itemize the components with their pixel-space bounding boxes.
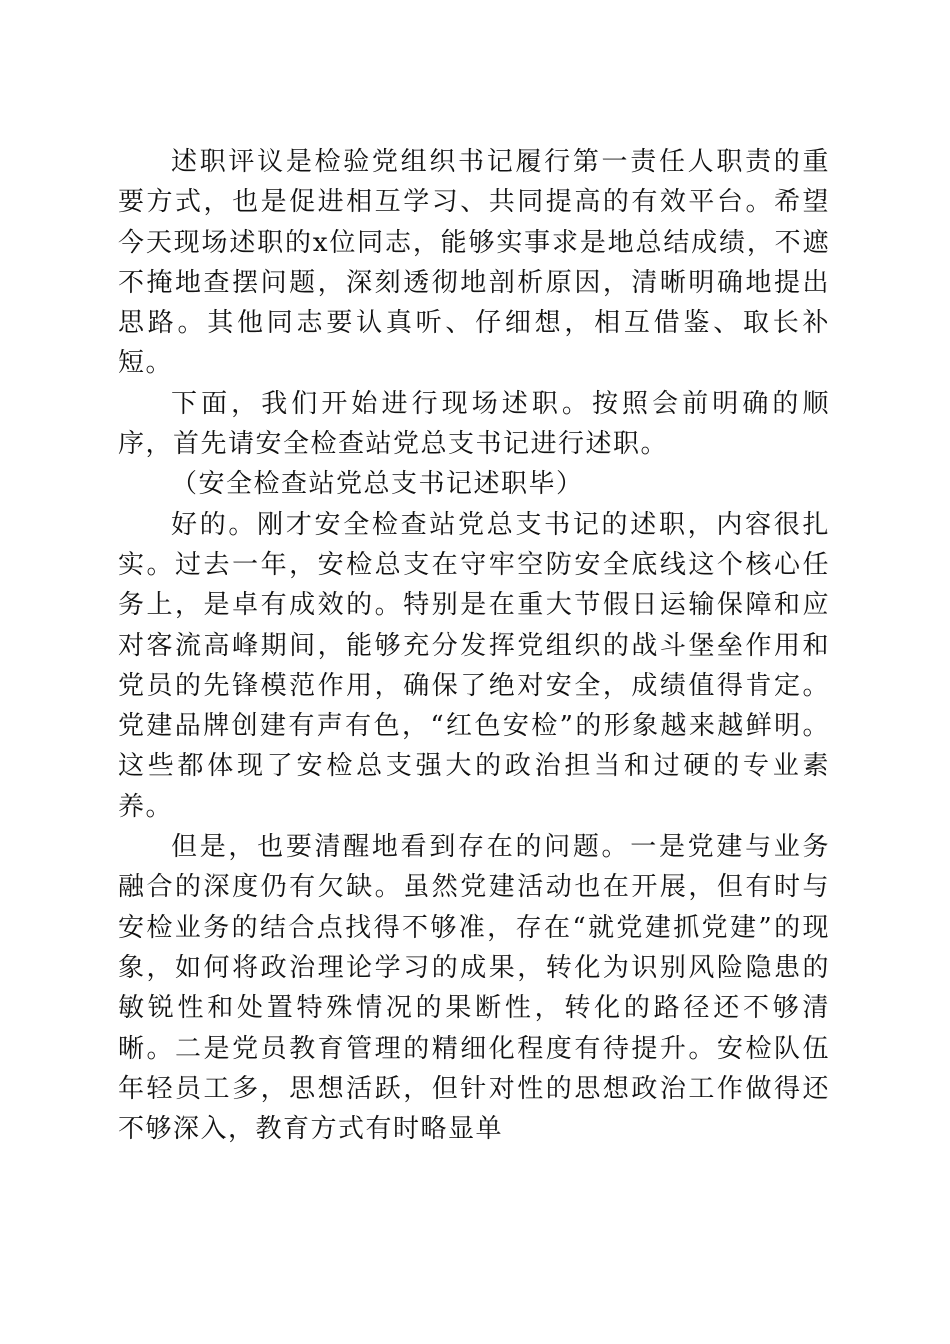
paragraph-achievements: 好的。刚才安全检查站党总支书记的述职，内容很扎实。过去一年，安检总支在守牢空防安全底线这个核心任务上，是卓有成效的。特别是在重大节假日运输保障和应对客流高峰期间，能够充分发挥党组织的战斗堡垒作用和党员的先锋模范作用，确保了绝对安全，成绩值得肯定。党建品牌创建有声有色，“红色安检”的形象越来越鲜明。这些都体现了安检总支强大的政治担当和过硬的专业素养。 [118,509,830,822]
paragraph-problems: 但是，也要清醒地看到存在的问题。一是党建与业务融合的深度仍有欠缺。虽然党建活动也在开展，但有时与安检业务的结合点找得不够准，存在“就党建抓党建”的现象，如何将政治理论学习的成果，转化为识别风险隐患的敏锐性和处置特殊情况的果断性，转化的路径还不够清晰。二是党员教育管理的精细化程度有待提升。安检队伍年轻员工多，思想活跃，但针对性的思想政治工作做得还不够深入，教育方式有时略显单 [118,832,830,1145]
paragraph-report-finished-note: （安全检查站党总支书记述职毕） [171,469,584,500]
document-body [118,142,830,1149]
paragraph-opening-remarks: 述职评议是检验党组织书记履行第一责任人职责的重要方式，也是促进相互学习、共同提高的有效平台。希望今天现场述职的x位同志，能够实事求是地总结成绩，不遮不掩地查摆问题，深刻透彻地剖析原因，清晰明确地提出思路。其他同志要认真听、仔细想，相互借鉴、取长补短。 [118,147,830,379]
paragraph-start-reporting: 下面，我们开始进行现场述职。按照会前明确的顺序，首先请安全检查站党总支书记进行述职。 [118,388,830,460]
